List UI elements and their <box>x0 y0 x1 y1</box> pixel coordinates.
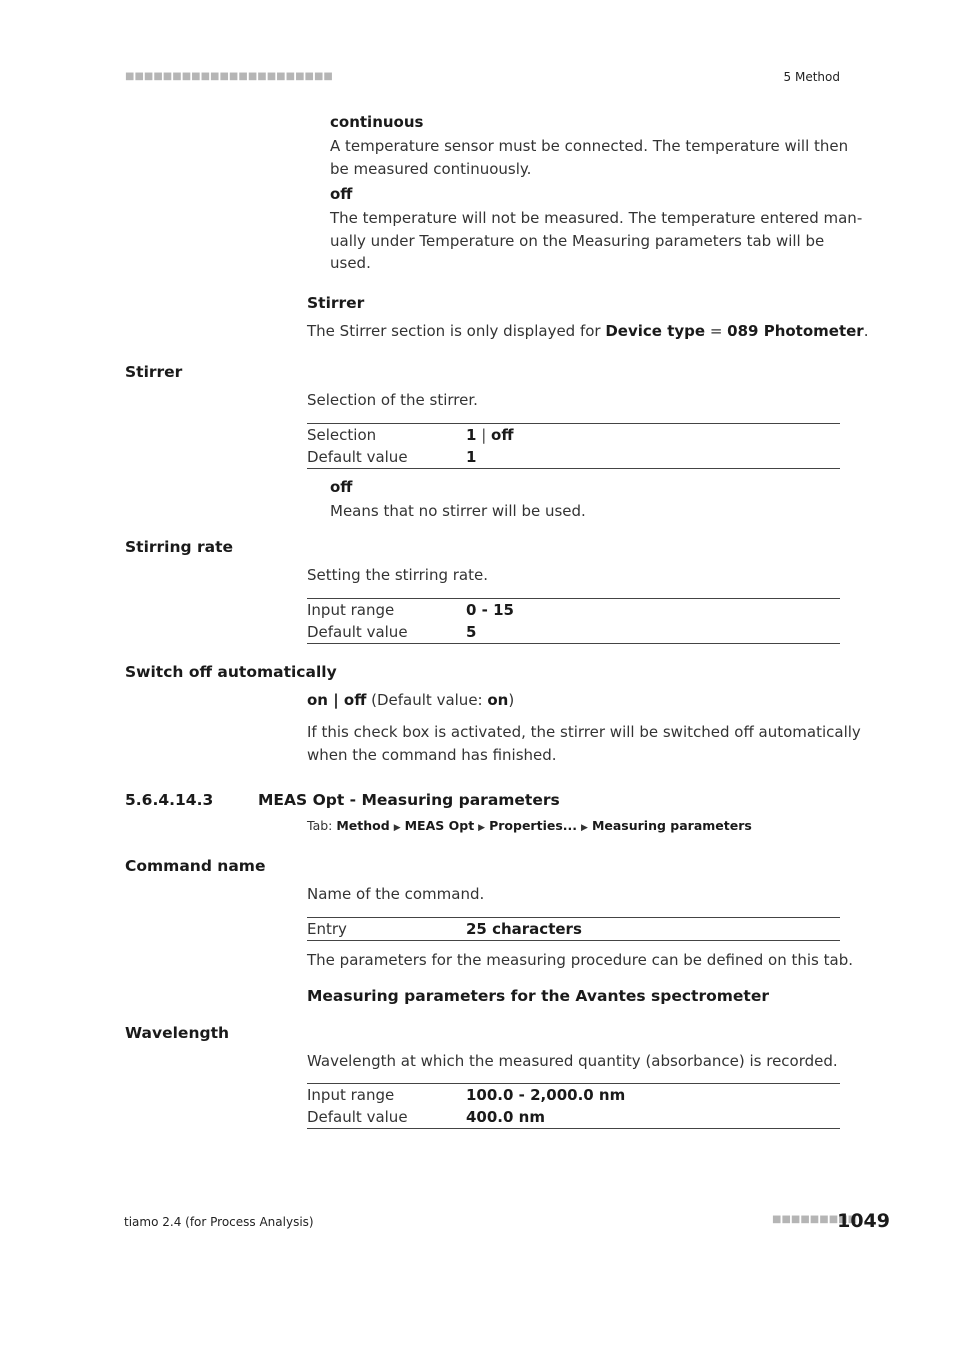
wavelength-param-table <box>307 1083 840 1129</box>
path-item: Properties... <box>489 818 578 833</box>
command-name-desc: Name of the command. <box>307 885 485 903</box>
stirrer-section-heading: Stirrer <box>307 294 365 312</box>
param-key: Default value <box>307 1108 408 1126</box>
desc-line: The temperature will not be measured. The temperature entered man- <box>330 209 863 227</box>
path-arrow-icon: ▶ <box>581 823 588 833</box>
device-type-term: Device type <box>605 322 706 340</box>
stirrer-off-label: off <box>330 478 353 496</box>
table-row <box>307 1106 840 1129</box>
stirrer-off-desc: Means that no stirrer will be used. <box>330 502 586 520</box>
selection-option: off <box>491 426 514 444</box>
header-decoration: ■■■■■■■■■■■■■■■■■■■■■■ <box>125 71 333 82</box>
wavelength-heading: Wavelength <box>125 1024 230 1042</box>
path-arrow-icon: ▶ <box>478 823 486 833</box>
note-text: = <box>705 322 728 340</box>
options-text: ) <box>508 691 515 709</box>
subsection-number: 5.6.4.14.3 <box>125 791 214 809</box>
param-key: Input range <box>307 601 395 619</box>
desc-line: A temperature sensor must be connected. The temperature will then <box>330 137 849 155</box>
stirrer-param-table <box>307 423 840 469</box>
switch-off-heading: Switch off automatically <box>125 663 337 681</box>
path-arrow-icon: ▶ <box>393 823 401 833</box>
param-key: Selection <box>307 426 377 444</box>
page-number: 1049 <box>837 1210 890 1232</box>
path-item: Measuring parameters <box>591 818 752 833</box>
option-off-label: off <box>330 185 353 203</box>
option-continuous-label: continuous <box>330 113 424 131</box>
table-row <box>307 621 840 644</box>
options-default: on <box>487 691 509 709</box>
selection-separator: | <box>476 426 492 444</box>
options-values: on | off <box>307 691 367 709</box>
table-row <box>307 446 840 469</box>
param-key: Entry <box>307 920 347 938</box>
tab-prefix: Tab: <box>307 818 337 833</box>
header-chapter: 5 Method <box>783 70 840 84</box>
stirrer-section-note <box>307 320 868 343</box>
switch-off-desc <box>307 721 861 766</box>
desc-line: ually under Temperature on the Measuring parameters tab will be <box>330 231 825 250</box>
desc-line: be measured continuously. <box>330 159 532 178</box>
path-item: Method <box>336 818 390 833</box>
selection-option: 1 <box>466 426 477 444</box>
tab-path <box>307 818 752 833</box>
stirring-rate-heading: Stirring rate <box>125 538 234 556</box>
param-value: 1 <box>466 448 477 466</box>
command-name-after: The parameters for the measuring procedure can be defined on this tab. <box>307 951 853 969</box>
stirring-rate-param-table <box>307 598 840 644</box>
param-value: 100.0 - 2,000.0 nm <box>466 1086 626 1104</box>
wavelength-desc: Wavelength at which the measured quantity (absorbance) is recorded. <box>307 1052 838 1070</box>
param-key: Default value <box>307 623 408 641</box>
path-item: MEAS Opt <box>404 818 475 833</box>
options-text: (Default value: <box>366 691 488 709</box>
command-name-heading: Command name <box>125 857 266 875</box>
footer-decoration: ■■■■■■■■■ <box>772 1214 858 1225</box>
subsection-title: MEAS Opt - Measuring parameters <box>258 791 560 809</box>
option-continuous-desc <box>330 135 848 180</box>
avantes-heading: Measuring parameters for the Avantes spectrometer <box>307 987 769 1005</box>
desc-line: used. <box>330 254 371 272</box>
desc-line: If this check box is activated, the stirrer will be switched off automatically <box>307 723 861 741</box>
param-value <box>466 424 840 447</box>
param-value: 5 <box>466 623 477 641</box>
stirrer-desc: Selection of the stirrer. <box>307 391 478 409</box>
note-text: . <box>863 322 869 340</box>
table-row <box>307 1084 840 1107</box>
param-key: Default value <box>307 448 408 466</box>
command-name-param-table <box>307 917 840 941</box>
stirrer-heading: Stirrer <box>125 363 183 381</box>
photometer-term: 089 Photometer <box>727 322 864 340</box>
note-text: The Stirrer section is only displayed for <box>307 322 606 340</box>
stirring-rate-desc: Setting the stirring rate. <box>307 566 488 584</box>
footer-product: tiamo 2.4 (for Process Analysis) <box>124 1215 314 1229</box>
option-off-desc <box>330 207 862 275</box>
table-row <box>307 918 840 941</box>
param-key: Input range <box>307 1086 395 1104</box>
param-value: 25 characters <box>466 920 582 938</box>
desc-line: when the command has finished. <box>307 745 557 764</box>
table-row <box>307 599 840 622</box>
switch-off-options <box>307 689 514 712</box>
param-value: 400.0 nm <box>466 1108 545 1126</box>
table-row <box>307 424 840 447</box>
param-value: 0 - 15 <box>466 601 514 619</box>
